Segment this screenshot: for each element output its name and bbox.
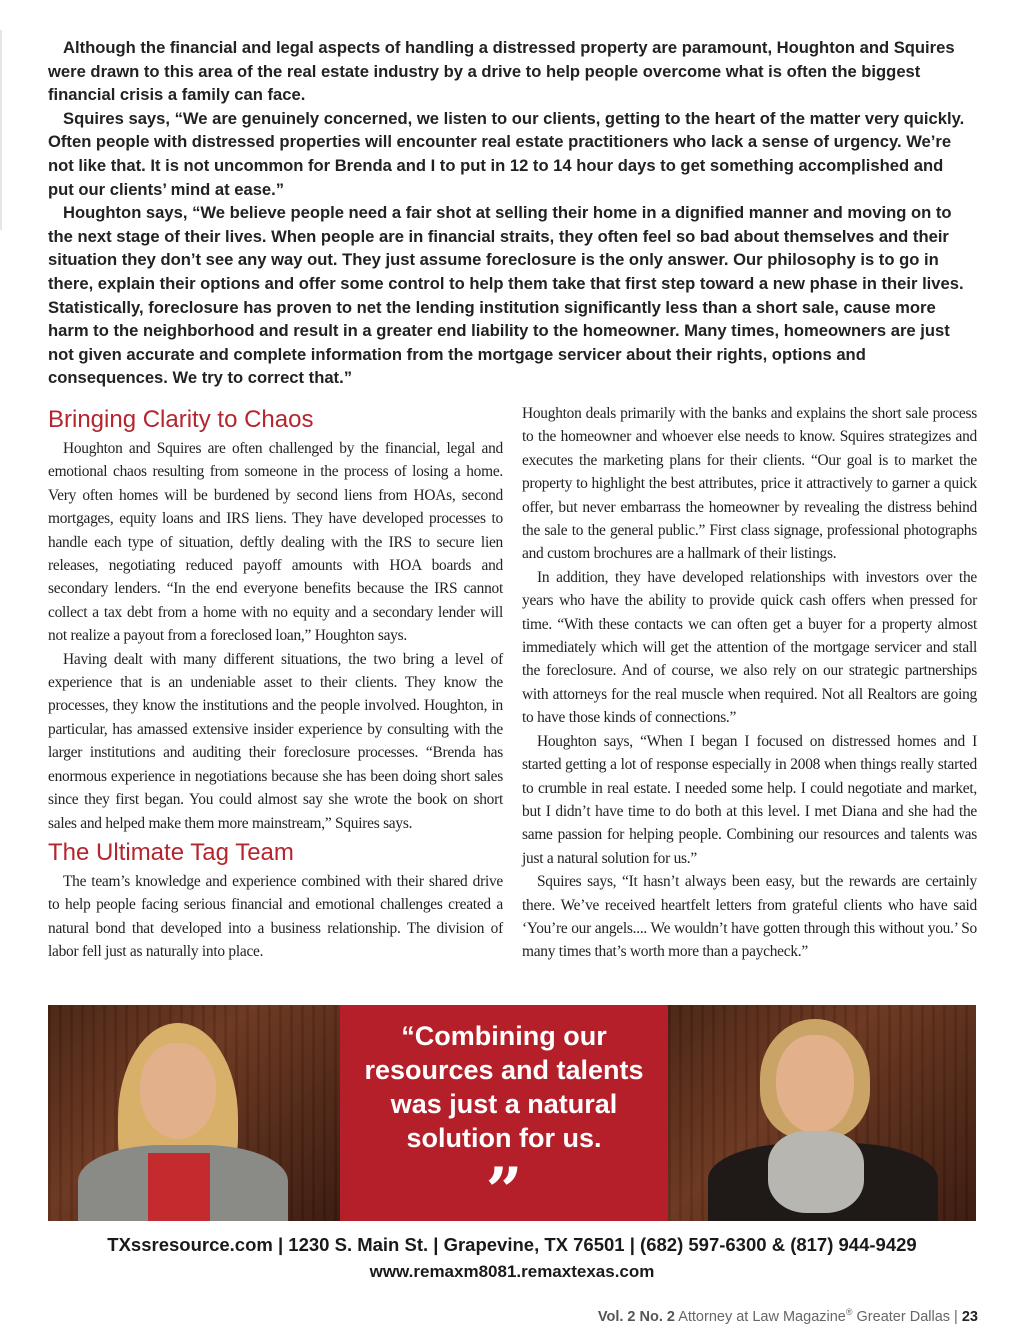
footer-registered-mark: ® xyxy=(845,1307,853,1317)
body-paragraph: Having dealt with many different situations, the two bring a level of experience that is an undeniable asset to their clients. They know the processes, they know the institutions and the people involved. Houghton, in particular, has amassed extensive insider experience by consulting with the larger institutions and auditing their foreclosure processes. “Brenda has enormous experience in negotiations because she has been doing short sales since they first began. You could almost say she wrote the book on short sales and helped make them more mainstream,” Squires says. xyxy=(48,650,503,832)
portrait-top xyxy=(148,1153,210,1221)
body-paragraph: In addition, they have developed relationships with investors over the years who have the ability to provide quick cash offers when pressed for time. “With these contacts we can often get a buyer for a property almost immediately which will get the attention of the mortgage servicer and stall the foreclosure. And of course, we also rely on our strategic partnerships with attorneys for the real muscle when required. Not all Realtors are going to have those kinds of connections.” xyxy=(522,568,977,727)
footer-separator: | xyxy=(954,1308,958,1325)
website-link[interactable]: www.remaxm8081.remaxtexas.com xyxy=(369,1262,655,1281)
body-paragraph: Houghton and Squires are often challenged by the financial, legal and emotional chaos resulting from someone in the process of losing a home. Very often homes will be burdened by second liens from HOAs, second mortgages, equity loans and IRS liens. They have developed processes to handle each type of situation, deftly dealing with the IRS to secure lien releases, negotiating reduced payoff amounts with HOA boards and secondary lenders. “In the end everyone benefits because the IRS cannot collect a tax debt from a home with no equity and a secondary lender will not realize a payout from a foreclosed loan,” Houghton says. xyxy=(48,440,503,645)
body-paragraph: The team’s knowledge and experience combined with their shared drive to help people facing serious financial and emotional challenges created a natural bond that developed into a business relationship. The division of labor fell just as naturally into place. xyxy=(48,872,503,961)
footer-magazine: Attorney at Law Magazine xyxy=(678,1308,846,1325)
intro-text xyxy=(48,36,968,390)
contact-line: TXssresource.com | 1230 S. Main St. | Grapevine, TX 76501 | (682) 597-6300 & (817) 944-9429 xyxy=(107,1234,917,1255)
portrait-face xyxy=(776,1035,854,1133)
photo-quote-banner xyxy=(48,1005,976,1229)
left-column xyxy=(48,402,503,964)
footer-region: Greater Dallas xyxy=(856,1308,951,1325)
section-heading-tag-team: The Ultimate Tag Team xyxy=(48,838,294,866)
portrait-photo-right xyxy=(668,1005,976,1221)
intro-paragraph: Houghton says, “We believe people need a fair shot at selling their home in a dignified manner and moving on to the next stage of their lives. When people are in financial straits, they often feel so bad about themselves and their situation they don’t see any way out. They just assume foreclosure is the only answer. Our philosophy is to go in there, explain their options and offer some control to help them take that first step toward a new phase in their lives. Statistically, foreclosure has proven to net the lending institution significantly less than a short sale, cause more harm to the neighborhood and result in a greater end liability to the homeowner. Many times, homeowners are just not given accurate and complete information from the mortgage servicer about their rights, options and consequences. We try to correct that.” xyxy=(48,203,964,388)
page-number: 23 xyxy=(961,1308,978,1325)
portrait-scarf xyxy=(768,1131,864,1213)
body-paragraph: Squires says, “It hasn’t always been easy, but the rewards are certainly there. We’ve received heartfelt letters from grateful clients who have said ‘You’re our angels.... We wouldn’t have gotten through this without you.’ So many times that’s worth more than a paycheck.” xyxy=(522,873,977,961)
page-edge-rule xyxy=(0,30,2,230)
page-footer xyxy=(598,1307,978,1325)
portrait-photo-left xyxy=(48,1005,340,1221)
right-column xyxy=(522,402,977,964)
portrait-face xyxy=(140,1043,216,1139)
footer-volume: Vol. 2 No. 2 xyxy=(597,1308,675,1325)
pull-quote xyxy=(340,1005,668,1229)
closing-quote-mark: ” xyxy=(485,1154,523,1229)
body-paragraph: Houghton says, “When I began I focused on distressed homes and I started getting a lot of response especially in 2008 when things really started to crumble in real estate. I needed some help. I could negotiate and market, but I didn’t have time to do both at this level. I met Diana and she had the same passion for helping people. Combining our resources and talents was just a natural solution for us.” xyxy=(522,732,977,867)
intro-paragraph: Squires says, “We are genuinely concerned, we listen to our clients, getting to the heart of the matter very quickly. Often people with distressed properties will encounter real estate practitioners who lack a sense of urgency. We’re not like that. It is not uncommon for Brenda and I to put in 12 to 14 hour days to get something accomplished and put our clients’ mind at ease.” xyxy=(48,108,965,199)
body-paragraph: Houghton deals primarily with the banks and explains the short sale process to the homeowner and whoever else needs to know. Squires strategizes and executes the marketing plans for their clients. “Our goal is to market the property to highlight the best attributes, price it attractively to garner a quick offer, but never embarrass the homeowner by revealing the distress behind the sale to the general public.” First class signage, professional photographs and custom brochures are a hallmark of their listings. xyxy=(522,405,977,563)
pull-quote-text: “Combining our resources and talents was just a natural solution for us. xyxy=(364,1021,644,1153)
intro-paragraph: Although the financial and legal aspects of handling a distressed property are paramount, Houghton and Squires were drawn to this area of the real estate industry by a drive to help people overcome what is often the biggest financial crisis a family can face. xyxy=(48,38,955,105)
section-heading-clarity: Bringing Clarity to Chaos xyxy=(48,406,314,433)
